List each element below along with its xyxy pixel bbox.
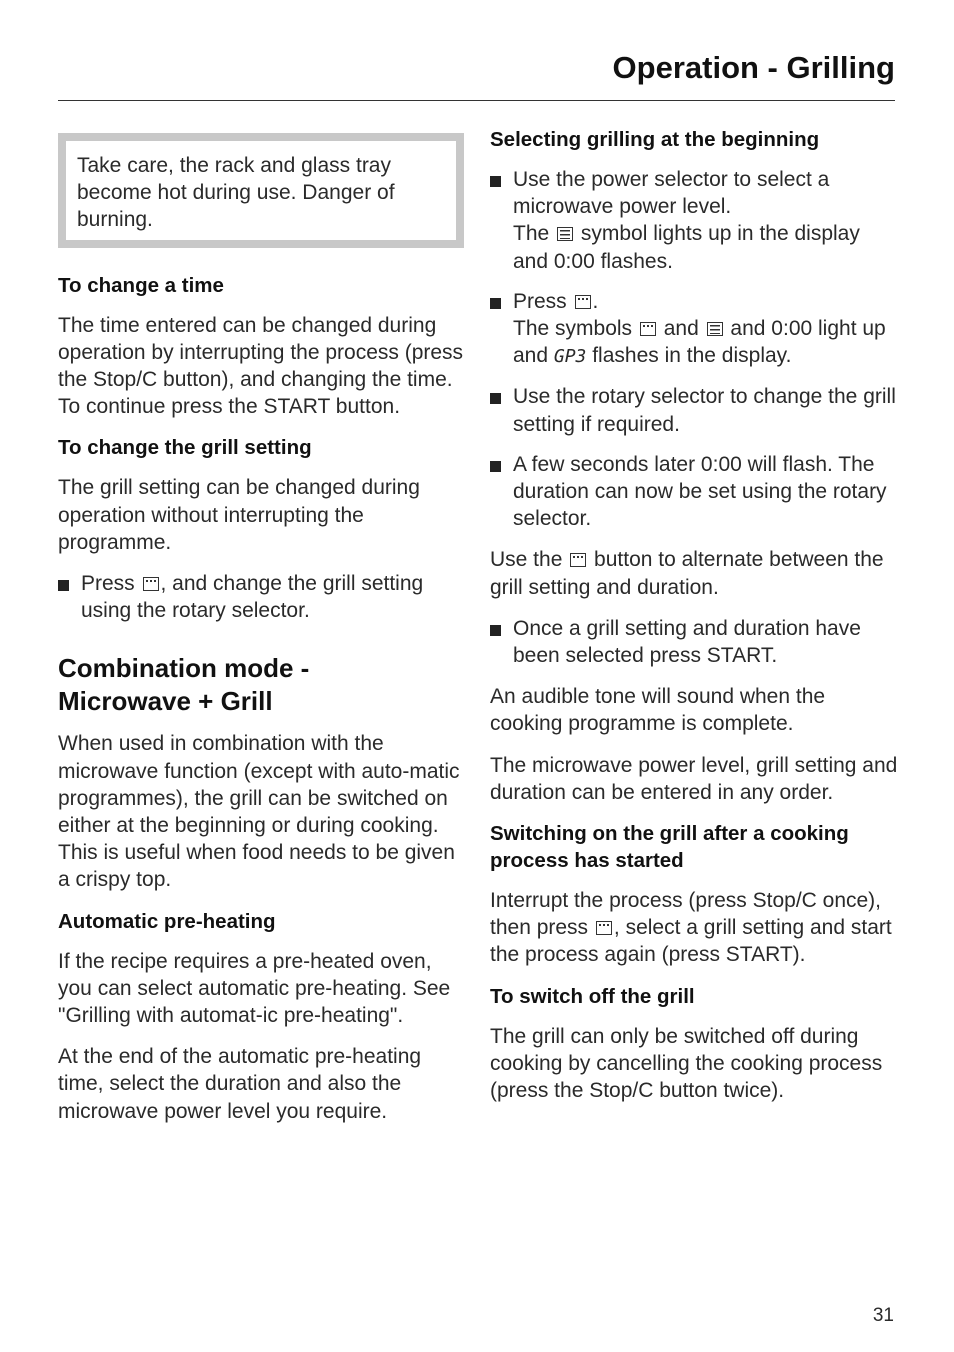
preheating-text-2: At the end of the automatic pre-heating time, select the duration and also the microwave power level you require. bbox=[58, 1045, 422, 1123]
list-item: Press , and change the grill setting using the rotary selector. bbox=[58, 570, 464, 624]
heading-change-time: To change a time bbox=[58, 273, 224, 297]
heading-switch-off: To switch off the grill bbox=[490, 984, 695, 1008]
left-column bbox=[58, 126, 464, 1139]
page-title: Operation - Grilling bbox=[612, 50, 895, 85]
grill-icon bbox=[570, 553, 586, 567]
change-grill-text: The grill setting can be changed during operation without interrupting the programme. bbox=[58, 476, 420, 554]
bullet-icon bbox=[490, 625, 501, 636]
bullet-icon bbox=[490, 298, 501, 309]
microwave-icon bbox=[557, 227, 573, 241]
change-grill-list bbox=[58, 570, 464, 624]
microwave-icon bbox=[707, 322, 723, 336]
list-item: A few seconds later 0:00 will flash. The duration can now be set using the rotary selector. bbox=[490, 451, 900, 533]
title-rule bbox=[58, 100, 895, 101]
list-item: Once a grill setting and duration have been selected press START. bbox=[490, 615, 900, 669]
grill-icon bbox=[640, 322, 656, 336]
page-number: 31 bbox=[872, 1305, 894, 1326]
tone-text: An audible tone will sound when the cooking programme is complete. bbox=[490, 685, 826, 736]
bullet-icon bbox=[490, 393, 501, 404]
switch-off-text: The grill can only be switched off during cooking by cancelling the cooking process (press the Stop/C button twice). bbox=[490, 1024, 883, 1103]
list-item: Use the power selector to select a microwave power level. The symbol lights up in the display and 0:00 flashes. bbox=[490, 166, 900, 275]
right-column bbox=[490, 126, 900, 1118]
start-list bbox=[490, 615, 900, 669]
alternate-text: Use the button to alternate between the grill setting and duration. bbox=[490, 548, 884, 599]
preheating-text-1: If the recipe requires a pre-heated oven, you can select automatic pre-heating. See "Grilling with automat-ic pre-heating". bbox=[58, 949, 451, 1028]
selecting-list bbox=[490, 166, 900, 532]
list-item: Use the rotary selector to change the grill setting if required. bbox=[490, 383, 900, 437]
bullet-icon bbox=[490, 176, 501, 187]
bullet-icon bbox=[58, 580, 69, 591]
heading-switching-on: Switching on the grill after a cooking process has started bbox=[490, 822, 849, 873]
heading-change-grill: To change the grill setting bbox=[58, 436, 312, 460]
grill-icon bbox=[575, 295, 591, 309]
display-code: GP3 bbox=[553, 346, 587, 368]
bullet-icon bbox=[490, 461, 501, 472]
switching-on-text: Interrupt the process (press Stop/C once), then press , select a grill setting and start the process again (press START). bbox=[490, 889, 892, 967]
heading-combination-mode: Combination mode - Microwave + Grill bbox=[58, 653, 310, 717]
warning-text: Take care, the rack and glass tray become hot during use. Danger of burning. bbox=[77, 154, 395, 232]
list-item: Press . The symbols and and 0:00 light up and GP3 flashes in the display. bbox=[490, 288, 900, 371]
order-text: The microwave power level, grill setting and duration can be entered in any order. bbox=[490, 753, 898, 804]
grill-icon bbox=[143, 577, 159, 591]
combination-text: When used in combination with the microwave function (except with auto-matic programmes), the grill can be switched on either at the beginning or during cooking. This is useful when food needs to be given a crispy top. bbox=[58, 732, 460, 892]
grill-icon bbox=[596, 921, 612, 935]
warning-box bbox=[58, 133, 464, 248]
heading-selecting-grilling: Selecting grilling at the beginning bbox=[490, 128, 820, 151]
heading-preheating: Automatic pre-heating bbox=[58, 909, 276, 933]
change-time-text: The time entered can be changed during operation by interrupting the process (press the Stop/C button), and changing the time. To continue press the START button. bbox=[58, 313, 464, 419]
